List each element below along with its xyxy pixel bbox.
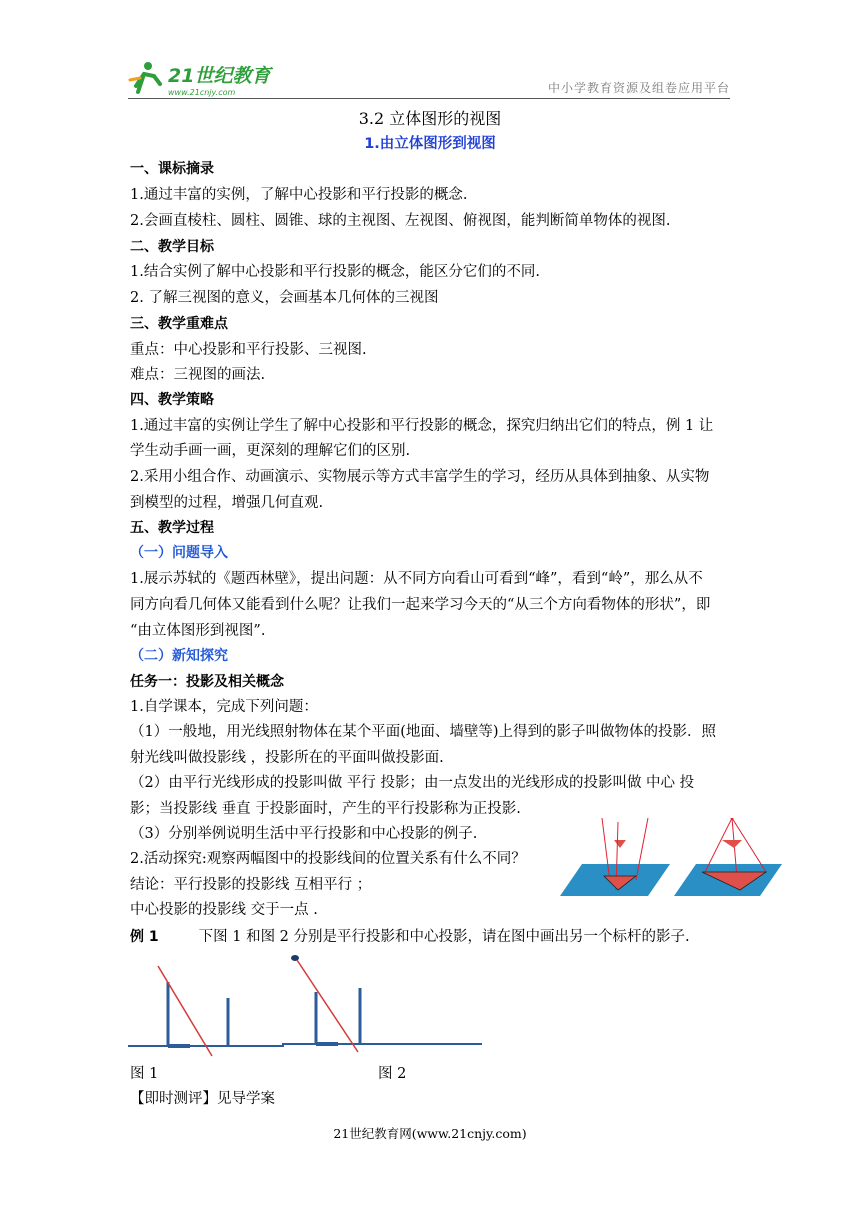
paragraph-line: （3）分别举例说明生活中平行投影和中心投影的例子.	[130, 826, 478, 842]
example-line	[130, 925, 734, 949]
paragraph-line: 1.展示苏轼的《题西林壁》，提出问题：从不同方向看山可看到“峰”，看到“岭”，那么从不	[130, 571, 703, 587]
paragraph-line: 2.会画直棱柱、圆柱、圆锥、球的主视图、左视图、俯视图，能判断简单物体的视图.	[130, 213, 671, 229]
logo-url: www.21cnjy.com	[168, 88, 236, 97]
subsection-heading: （一）问题导入	[130, 545, 228, 561]
example-label: 例 1	[130, 929, 159, 945]
paragraph-line: 1.结合实例了解中心投影和平行投影的概念，能区分它们的不同.	[130, 264, 540, 280]
figure-2-caption: 图 2	[378, 1066, 407, 1082]
paragraph-line: 2.活动探究:观察两幅图中的投影线间的位置关系有什么不同？	[130, 851, 526, 867]
paragraph-line: 同方向看几何体又能看到什么呢？让我们一起来学习今天的“从三个方向看物体的形状”，即	[130, 597, 711, 613]
figure-1-caption: 图 1	[130, 1066, 159, 1082]
paragraph-line: 2.采用小组合作、动画演示、实物展示等方式丰富学生的学习，经历从具体到抽象、从实物	[130, 469, 710, 485]
paragraph-line: 到模型的过程，增强几何直观.	[130, 495, 324, 511]
figure-2-central-projection	[282, 948, 487, 1056]
example-text: 下图 1 和图 2 分别是平行投影和中心投影，请在图中画出另一个标杆的影子.	[198, 929, 690, 945]
page-title: 3.2 立体图形的视图	[358, 109, 502, 128]
assessment-line: 【即时测评】见导学案	[130, 1091, 275, 1107]
page-subtitle: 1.由立体图形到视图	[364, 136, 496, 152]
paragraph-line: 影；当投影线 垂直 于投影面时，产生的平行投影称为正投影.	[130, 801, 521, 817]
task-heading: 任务一：投影及相关概念	[130, 674, 284, 690]
section-heading: 五、教学过程	[130, 520, 214, 536]
logo-text: 21世纪教育	[168, 65, 271, 87]
paragraph-line: 2. 了解三视图的意义，会画基本几何体的三视图	[130, 290, 439, 306]
subsection-heading: （二）新知探究	[130, 648, 228, 664]
figure-1-parallel-projection	[128, 958, 284, 1058]
paragraph-line: 1.自学课本，完成下列问题：	[130, 699, 318, 715]
paragraph-line: 中心投影的投影线 交于一点 .	[130, 902, 318, 918]
paragraph-line: （1）一般地，用光线照射物体在某个平面(地面、墙壁等)上得到的影子叫做物体的投影．照	[130, 724, 717, 740]
platform-slogan: 中小学教育资源及组卷应用平台	[547, 81, 730, 95]
paragraph-line: 学生动手画一画，更深刻的理解它们的区别.	[130, 443, 411, 459]
paragraph-line: 重点：中心投影和平行投影、三视图.	[130, 342, 367, 358]
site-logo	[128, 58, 278, 100]
parallel-projection-figure	[560, 818, 670, 896]
paragraph-line: “由立体图形到视图”.	[130, 623, 266, 639]
paragraph-line: （2）由平行光线形成的投影叫做 平行 投影；由一点发出的光线形成的投影叫做 中心 投	[130, 775, 695, 791]
section-heading: 三、教学重难点	[130, 316, 228, 332]
section-heading: 二、教学目标	[130, 239, 214, 255]
projection-illustration	[560, 818, 782, 900]
header-divider	[128, 98, 730, 99]
runner-icon	[130, 62, 160, 92]
section-heading: 一、课标摘录	[130, 161, 214, 177]
paragraph-line: 1.通过丰富的实例，了解中心投影和平行投影的概念.	[130, 187, 468, 203]
paragraph-line: 难点：三视图的画法.	[130, 367, 266, 383]
section-heading: 四、教学策略	[130, 392, 214, 408]
paragraph-line: 射光线叫做投影线 ，投影所在的平面叫做投影面.	[130, 750, 444, 766]
central-projection-figure	[674, 818, 782, 896]
page-footer: 21世纪教育网(www.21cnjy.com)	[333, 1126, 527, 1141]
paragraph-line: 结论：平行投影的投影线 互相平行 ；	[130, 877, 372, 893]
paragraph-line: 1.通过丰富的实例让学生了解中心投影和平行投影的概念，探究归纳出它们的特点，例 1 让	[130, 418, 714, 434]
